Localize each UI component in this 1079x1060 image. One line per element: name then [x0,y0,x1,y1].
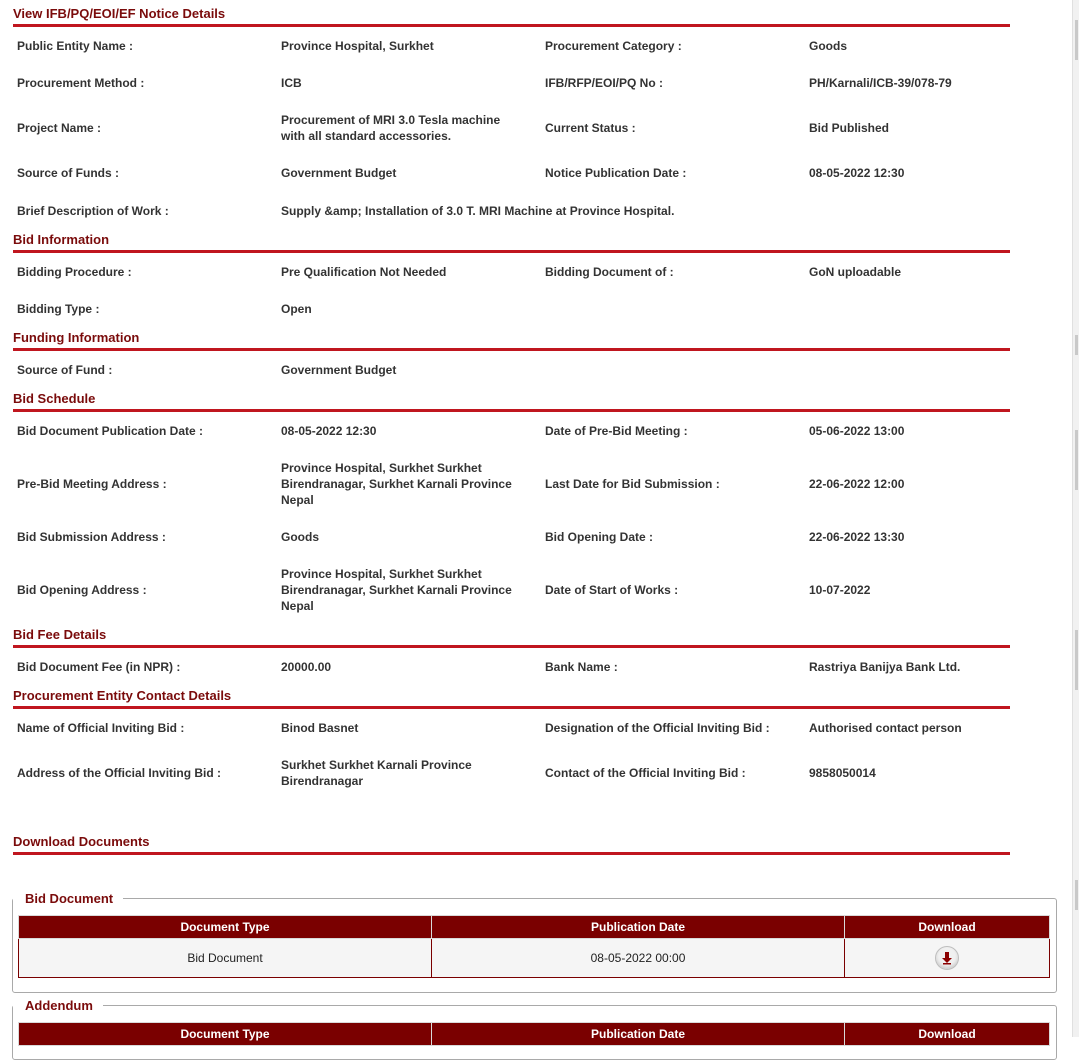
value-current-status: Bid Published [809,121,890,135]
scrollbar-marker [1075,430,1078,490]
label-procurement-category: Procurement Category : [545,39,682,53]
label-pre-bid-meeting-date: Date of Pre-Bid Meeting : [545,424,688,438]
label-bid-document-fee: Bid Document Fee (in NPR) : [17,660,181,674]
value-public-entity: Province Hospital, Surkhet [281,39,434,53]
value-official-contact: 9858050014 [809,766,876,780]
label-notice-publication-date: Notice Publication Date : [545,166,687,180]
value-procurement-category: Goods [809,39,847,53]
table-header-row [19,916,1050,939]
label-last-date-bid-submission: Last Date for Bid Submission : [545,477,720,491]
label-bidding-type: Bidding Type : [17,302,100,316]
label-project-name: Project Name : [17,121,102,135]
label-ifb-number: IFB/RFP/EOI/PQ No : [545,76,664,90]
download-icon[interactable] [935,946,959,970]
label-bid-submission-address: Bid Submission Address : [17,530,166,544]
bid-document-table [18,915,1050,978]
section-title-contact-details: Procurement Entity Contact Details [13,687,1010,709]
label-bid-doc-publication-date: Bid Document Publication Date : [17,424,204,438]
addendum-table [18,1022,1050,1046]
label-bidding-procedure: Bidding Procedure : [17,265,132,279]
cell-publication-date: 08-05-2022 00:00 [432,939,845,978]
label-official-designation: Designation of the Official Inviting Bid : [545,721,770,735]
label-brief-description: Brief Description of Work : [17,204,169,218]
value-pre-bid-meeting-address: Province Hospital, Surkhet Surkhet Birendranagar, Surkhet Karnali Province Nepal [281,461,512,507]
table-row [19,939,1050,978]
table-header-row [19,1023,1050,1046]
label-current-status: Current Status : [545,121,636,135]
header-publication-date: Publication Date [432,1023,845,1046]
value-bid-opening-date: 22-06-2022 13:30 [809,530,905,544]
section-title-bid-fee: Bid Fee Details [13,626,1010,648]
section-title-download-documents: Download Documents [13,833,1010,855]
value-official-name: Binod Basnet [281,721,359,735]
scrollbar-marker [1075,880,1078,910]
value-start-of-works: 10-07-2022 [809,583,871,597]
cell-download [845,939,1050,978]
value-bidding-document-of: GoN uploadable [809,265,902,279]
header-publication-date: Publication Date [432,916,845,939]
section-title-bid-information: Bid Information [13,231,1010,253]
bid-document-legend: Bid Document [25,891,114,906]
label-procurement-method: Procurement Method : [17,76,145,90]
value-official-designation: Authorised contact person [809,721,962,735]
value-project-name: Procurement of MRI 3.0 Tesla machine with all standard accessories. [281,113,501,143]
scrollbar-marker [1075,335,1078,355]
value-source-of-fund: Government Budget [281,363,397,377]
value-procurement-method: ICB [281,76,302,90]
label-source-of-fund: Source of Fund : [17,363,113,377]
value-source-of-funds: Government Budget [281,166,397,180]
label-bid-opening-address: Bid Opening Address : [17,583,147,597]
value-brief-description: Supply &amp; Installation of 3.0 T. MRI Machine at Province Hospital. [281,204,675,218]
value-bid-submission-address: Goods [281,530,319,544]
label-bank-name: Bank Name : [545,660,618,674]
label-start-of-works: Date of Start of Works : [545,583,679,597]
header-download: Download [845,1023,1050,1046]
label-official-address: Address of the Official Inviting Bid : [17,766,222,780]
value-bank-name: Rastriya Banijya Bank Ltd. [809,660,961,674]
label-official-contact: Contact of the Official Inviting Bid : [545,766,746,780]
value-notice-publication-date: 08-05-2022 12:30 [809,166,905,180]
value-pre-bid-meeting-date: 05-06-2022 13:00 [809,424,905,438]
value-bidding-type: Open [281,302,312,316]
label-public-entity: Public Entity Name : [17,39,134,53]
header-document-type: Document Type [19,1023,432,1046]
scrollbar-marker [1075,20,1078,60]
value-ifb-number: PH/Karnali/ICB-39/078-79 [809,76,952,90]
cell-document-type: Bid Document [19,939,432,978]
value-bid-opening-address: Province Hospital, Surkhet Surkhet Birendranagar, Surkhet Karnali Province Nepal [281,567,512,613]
value-official-address: Surkhet Surkhet Karnali Province Birendranagar [281,758,472,788]
value-bidding-procedure: Pre Qualification Not Needed [281,265,447,279]
header-document-type: Document Type [19,916,432,939]
scrollbar-marker [1075,630,1078,690]
label-official-name: Name of Official Inviting Bid : [17,721,185,735]
addendum-legend: Addendum [25,998,93,1013]
value-bid-doc-publication-date: 08-05-2022 12:30 [281,424,377,438]
label-pre-bid-meeting-address: Pre-Bid Meeting Address : [17,477,167,491]
section-title-notice: View IFB/PQ/EOI/EF Notice Details [13,5,1010,27]
value-last-date-bid-submission: 22-06-2022 12:00 [809,477,905,491]
section-title-funding-information: Funding Information [13,329,1010,351]
value-bid-document-fee: 20000.00 [281,660,332,674]
section-title-bid-schedule: Bid Schedule [13,390,1010,412]
header-download: Download [845,916,1050,939]
label-source-of-funds: Source of Funds : [17,166,119,180]
label-bid-opening-date: Bid Opening Date : [545,530,653,544]
label-bidding-document-of: Bidding Document of : [545,265,674,279]
